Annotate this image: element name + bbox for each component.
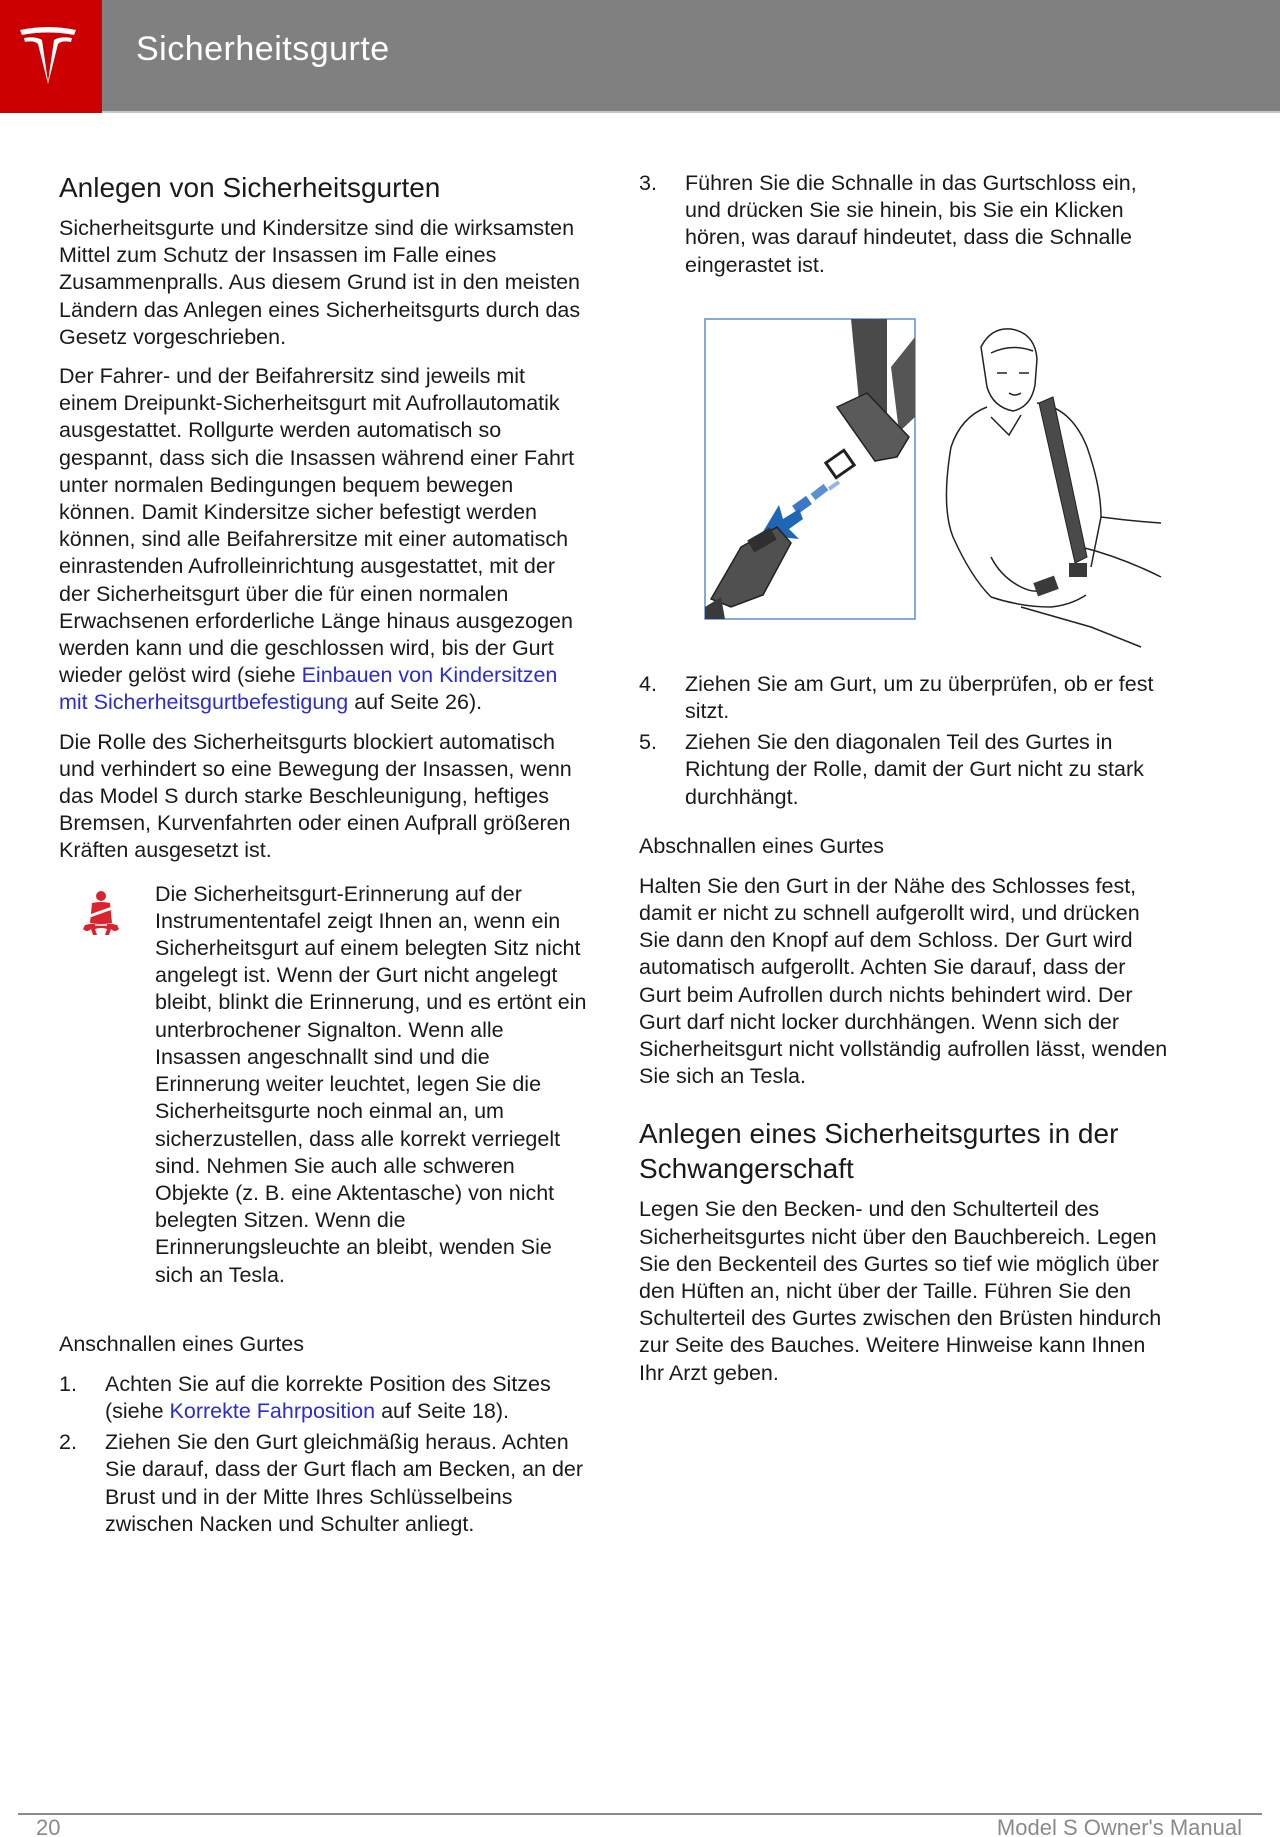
note-text: Die Sicherheitsgurt-Erinnerung auf der Instrumententafel zeigt Ihnen an, wenn ein Sicherheitsgurt auf einem belegten Sitz nicht angelegt ist. Wenn der Gurt nicht angelegt bleibt, blinkt die Erinnerung, und es ertönt ein unterbrochener Signalton. Wenn alle Insassen angeschnallt sind und die Erinnerung weiter leuchtet, legen Sie die Sicherheitsgurte noch einmal an, um sicherzustellen, dass alle korrekt verriegelt sind. Nehmen Sie auch alle schweren Objekte (z. B. eine Aktentasche) von nicht belegten Sitzen. Wenn die Erinnerungsleuchte an bleibt, wenden Sie sich an Tesla. xyxy=(155,881,587,1287)
page-header xyxy=(0,0,1280,113)
pregnancy-heading: Anlegen eines Sicherheitsgurtes in der Schwangerschaft xyxy=(639,1118,1119,1185)
step-item: 4. Ziehen Sie am Gurt, um zu überprüfen, ob er fest sitzt. xyxy=(639,671,1154,724)
tesla-logo-icon xyxy=(16,22,80,86)
unbuckle-paragraph: Halten Sie den Gurt in der Nähe des Schlosses fest, damit er nicht zu schnell aufgerollt wird, und drücken Sie dann den Knopf auf dem Schloss. Der Gurt wird automatisch aufgerollt. Achten Sie darauf, dass der Gurt beim Aufrollen durch nichts behindert wird. Der Gurt darf nicht locker durchhängen. Wenn sich der Sicherheitsgurt nicht vollständig aufrollen lässt, wenden Sie sich an Tesla. xyxy=(639,873,1168,1089)
page-title: Sicherheitsgurte xyxy=(136,30,390,68)
buckle-steps-list xyxy=(59,1371,589,1538)
buckle-figure-image xyxy=(691,307,1171,657)
intro-paragraph: Sicherheitsgurte und Kindersitze sind die wirksamsten Mittel zum Schutz der Insassen im Falle eines Zusammenpralls. Aus diesem Grund ist in den meisten Ländern das Anlegen eines Sicherheitsgurts durch das Gesetz vorgeschrieben. xyxy=(59,216,581,349)
driving-position-link[interactable]: Korrekte Fahrposition xyxy=(169,1398,376,1423)
pregnancy-paragraph: Legen Sie den Becken- und den Schulterteil des Sicherheitsgurtes nicht über den Bauchbereich. Legen Sie den Beckenteil des Gurtes so tief wie möglich über den Hüften an, nicht über der Taille. Führen Sie den Schulterteil des Gurtes zwischen den Brüsten hindurch zur Seite des Bauches. Weitere Hinweise kann Ihnen Ihr Arzt geben. xyxy=(639,1197,1162,1385)
seatbelt-illustration xyxy=(691,307,1171,657)
step-item: 3. Führen Sie die Schnalle in das Gurtschloss ein, und drücken Sie sie hinein, bis Sie ein Klicken hören, was darauf hindeutet, dass die Schnalle eingerastet ist. xyxy=(639,171,1137,277)
step-item: 5. Ziehen Sie den diagonalen Teil des Gurtes in Richtung der Rolle, damit der Gurt nicht zu stark durchhängt. xyxy=(639,730,1144,809)
manual-name: Model S Owner's Manual xyxy=(996,1815,1242,1837)
left-column xyxy=(59,170,589,1542)
lock-paragraph: Die Rolle des Sicherheitsgurts blockiert automatisch und verhindert so eine Bewegung der Insassen, wenn das Model S durch starke Beschleunigung, heftiges Bremsen, Kurvenfahrten oder einen Aufprall größeren Kräften ausgesetzt ist. xyxy=(59,729,572,863)
section-heading: Anlegen von Sicherheitsgurten xyxy=(59,172,441,203)
child-seat-link[interactable]: Einbauen von Kindersitzen mit Sicherheitsgurtbefestigung xyxy=(59,663,558,715)
brand-logo xyxy=(0,0,102,113)
seatbelt-warning-icon xyxy=(79,889,123,939)
buckle-subheading: Anschnallen eines Gurtes xyxy=(59,1331,305,1356)
seatbelt-reminder-note xyxy=(59,881,589,1289)
right-column xyxy=(639,170,1169,1399)
page-number: 20 xyxy=(36,1815,61,1837)
step-item: 2. Ziehen Sie den Gurt gleichmäßig heraus. Achten Sie darauf, dass der Gurt flach am Becken, an der Brust und in der Mitte Ihres Schlüsselbeins zwischen Nacken und Schulter anliegt. xyxy=(59,1430,584,1536)
step-item: 1. Achten Sie auf die korrekte Position des Sitzes (siehe Korrekte Fahrposition auf Seite 18). xyxy=(59,1371,551,1423)
retractor-paragraph: Der Fahrer- und der Beifahrersitz sind jeweils mit einem Dreipunkt-Sicherheitsgurt mit Aufrollautomatik ausgestattet. Rollgurte werden automatisch so gespannt, dass sich die Insassen während einer Fahrt unter normalen Bedingungen bequem bewegen können. Damit Kindersitze sicher befestigt werden können, sind alle Beifahrersitze mit einer automatisch einrastenden Aufrolleinrichtung ausgestattet, mit der der Sicherheitsgurt über die für einen normalen Erwachsenen erforderliche Länge hinaus ausgezogen werden kann und die geschlossen wird, bis der Gurt wieder gelöst wird (siehe Einbauen von Kindersitzen mit Sicherheitsgurtbefestigung auf Seite 26). xyxy=(59,364,575,715)
unbuckle-subheading: Abschnallen eines Gurtes xyxy=(639,833,885,858)
buckle-steps-continued xyxy=(639,170,1169,279)
check-steps-list xyxy=(639,671,1169,811)
